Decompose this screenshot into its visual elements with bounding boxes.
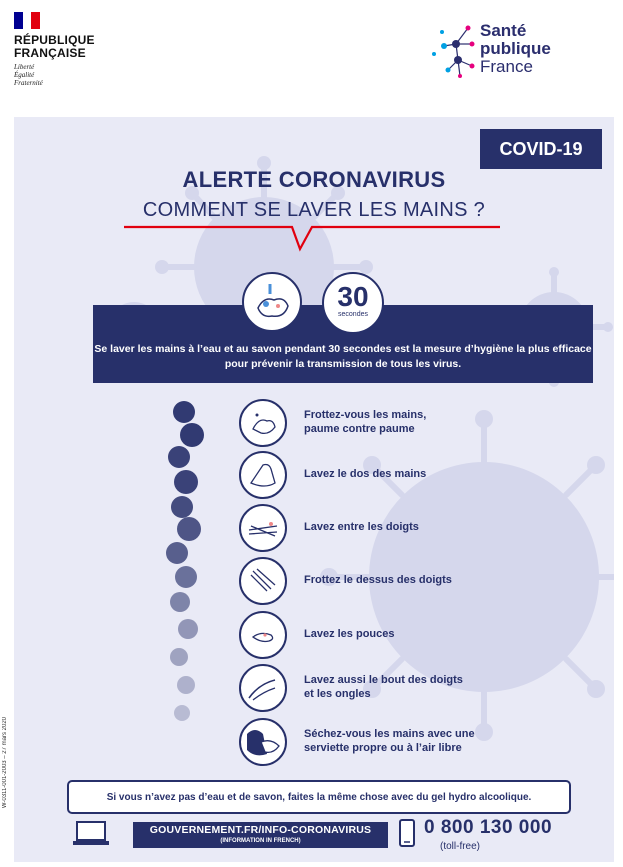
- republique-title: RÉPUBLIQUE FRANÇAISE: [14, 33, 95, 60]
- hands-towel-icon: [239, 718, 287, 766]
- gov-url-note: (INFORMATION IN FRENCH): [220, 838, 301, 844]
- spf-word-france: France: [480, 57, 533, 76]
- laptop-icon: [72, 820, 110, 848]
- french-flag-icon: [14, 12, 40, 29]
- subtitle: COMMENT SE LAVER LES MAINS ?: [142, 199, 486, 221]
- step-5-label: Lavez les pouces: [304, 628, 395, 640]
- hands-thumbs-icon: [239, 611, 287, 659]
- hands-fingertops-icon: [239, 557, 287, 605]
- step-3-label: Lavez entre les doigts: [304, 521, 419, 533]
- poster: [14, 117, 614, 862]
- gov-url-link[interactable]: GOUVERNEMENT.FR/INFO-CORONAVIRUS: [149, 824, 372, 836]
- step-6-label: Lavez aussi le bout des doigts et les ongles: [304, 674, 463, 700]
- sante-publique-france-logo: [428, 18, 578, 88]
- phone-note: (toll-free): [440, 841, 481, 852]
- step-3: [239, 504, 599, 552]
- republic-motto: Liberté Égalité Fraternité: [14, 63, 43, 87]
- document-reference: W-0311-001-2003 – 27 mars 2020: [2, 717, 8, 809]
- mobile-phone-icon: [398, 819, 416, 847]
- speech-bubble-line-icon: [122, 225, 502, 265]
- step-7: [239, 718, 599, 766]
- network-dots-icon: [428, 18, 480, 88]
- timer-number: 30: [337, 281, 369, 312]
- header: [0, 0, 623, 117]
- hands-back-icon: [239, 451, 287, 499]
- gov-url-banner[interactable]: [133, 822, 388, 848]
- info-text: Se laver les mains à l’eau et au savon pendant 30 secondes est la mesure d’hygiène la plus efficace pour prévenir la transmission de tous les virus.: [94, 343, 592, 370]
- spf-word-sante: Santé: [480, 21, 527, 40]
- hands-nails-icon: [239, 664, 287, 712]
- step-6: [239, 664, 599, 712]
- step-7-label: Séchez-vous les mains avec une serviette propre ou à l’air libre: [304, 728, 475, 754]
- gel-note: Si vous n’avez pas d’eau et de savon, faites la même chose avec du gel hydro alcoolique.: [67, 780, 571, 814]
- spf-word-publique: publique: [480, 39, 551, 58]
- hands-fingers-icon: [239, 504, 287, 552]
- step-1: [239, 399, 599, 447]
- timer-unit: secondes: [338, 311, 368, 318]
- washing-hands-icon: [242, 272, 302, 332]
- step-4: [239, 557, 599, 605]
- republique-francaise-logo: [14, 12, 134, 87]
- step-2-label: Lavez le dos des mains: [304, 468, 427, 480]
- virus-column: [166, 401, 204, 721]
- step-2: [239, 451, 599, 499]
- covid-19-badge: COVID-19: [480, 129, 602, 169]
- step-1-label: Frottez-vous les mains, paume contre paume: [304, 409, 427, 435]
- step-4-label: Frottez le dessus des doigts: [304, 574, 452, 586]
- phone-number[interactable]: 0 800 130 000: [424, 817, 553, 838]
- hands-palm-icon: [239, 399, 287, 447]
- thirty-seconds-timer: [322, 272, 384, 334]
- main-title: ALERTE CORONAVIRUS: [182, 167, 446, 192]
- step-5: [239, 611, 599, 659]
